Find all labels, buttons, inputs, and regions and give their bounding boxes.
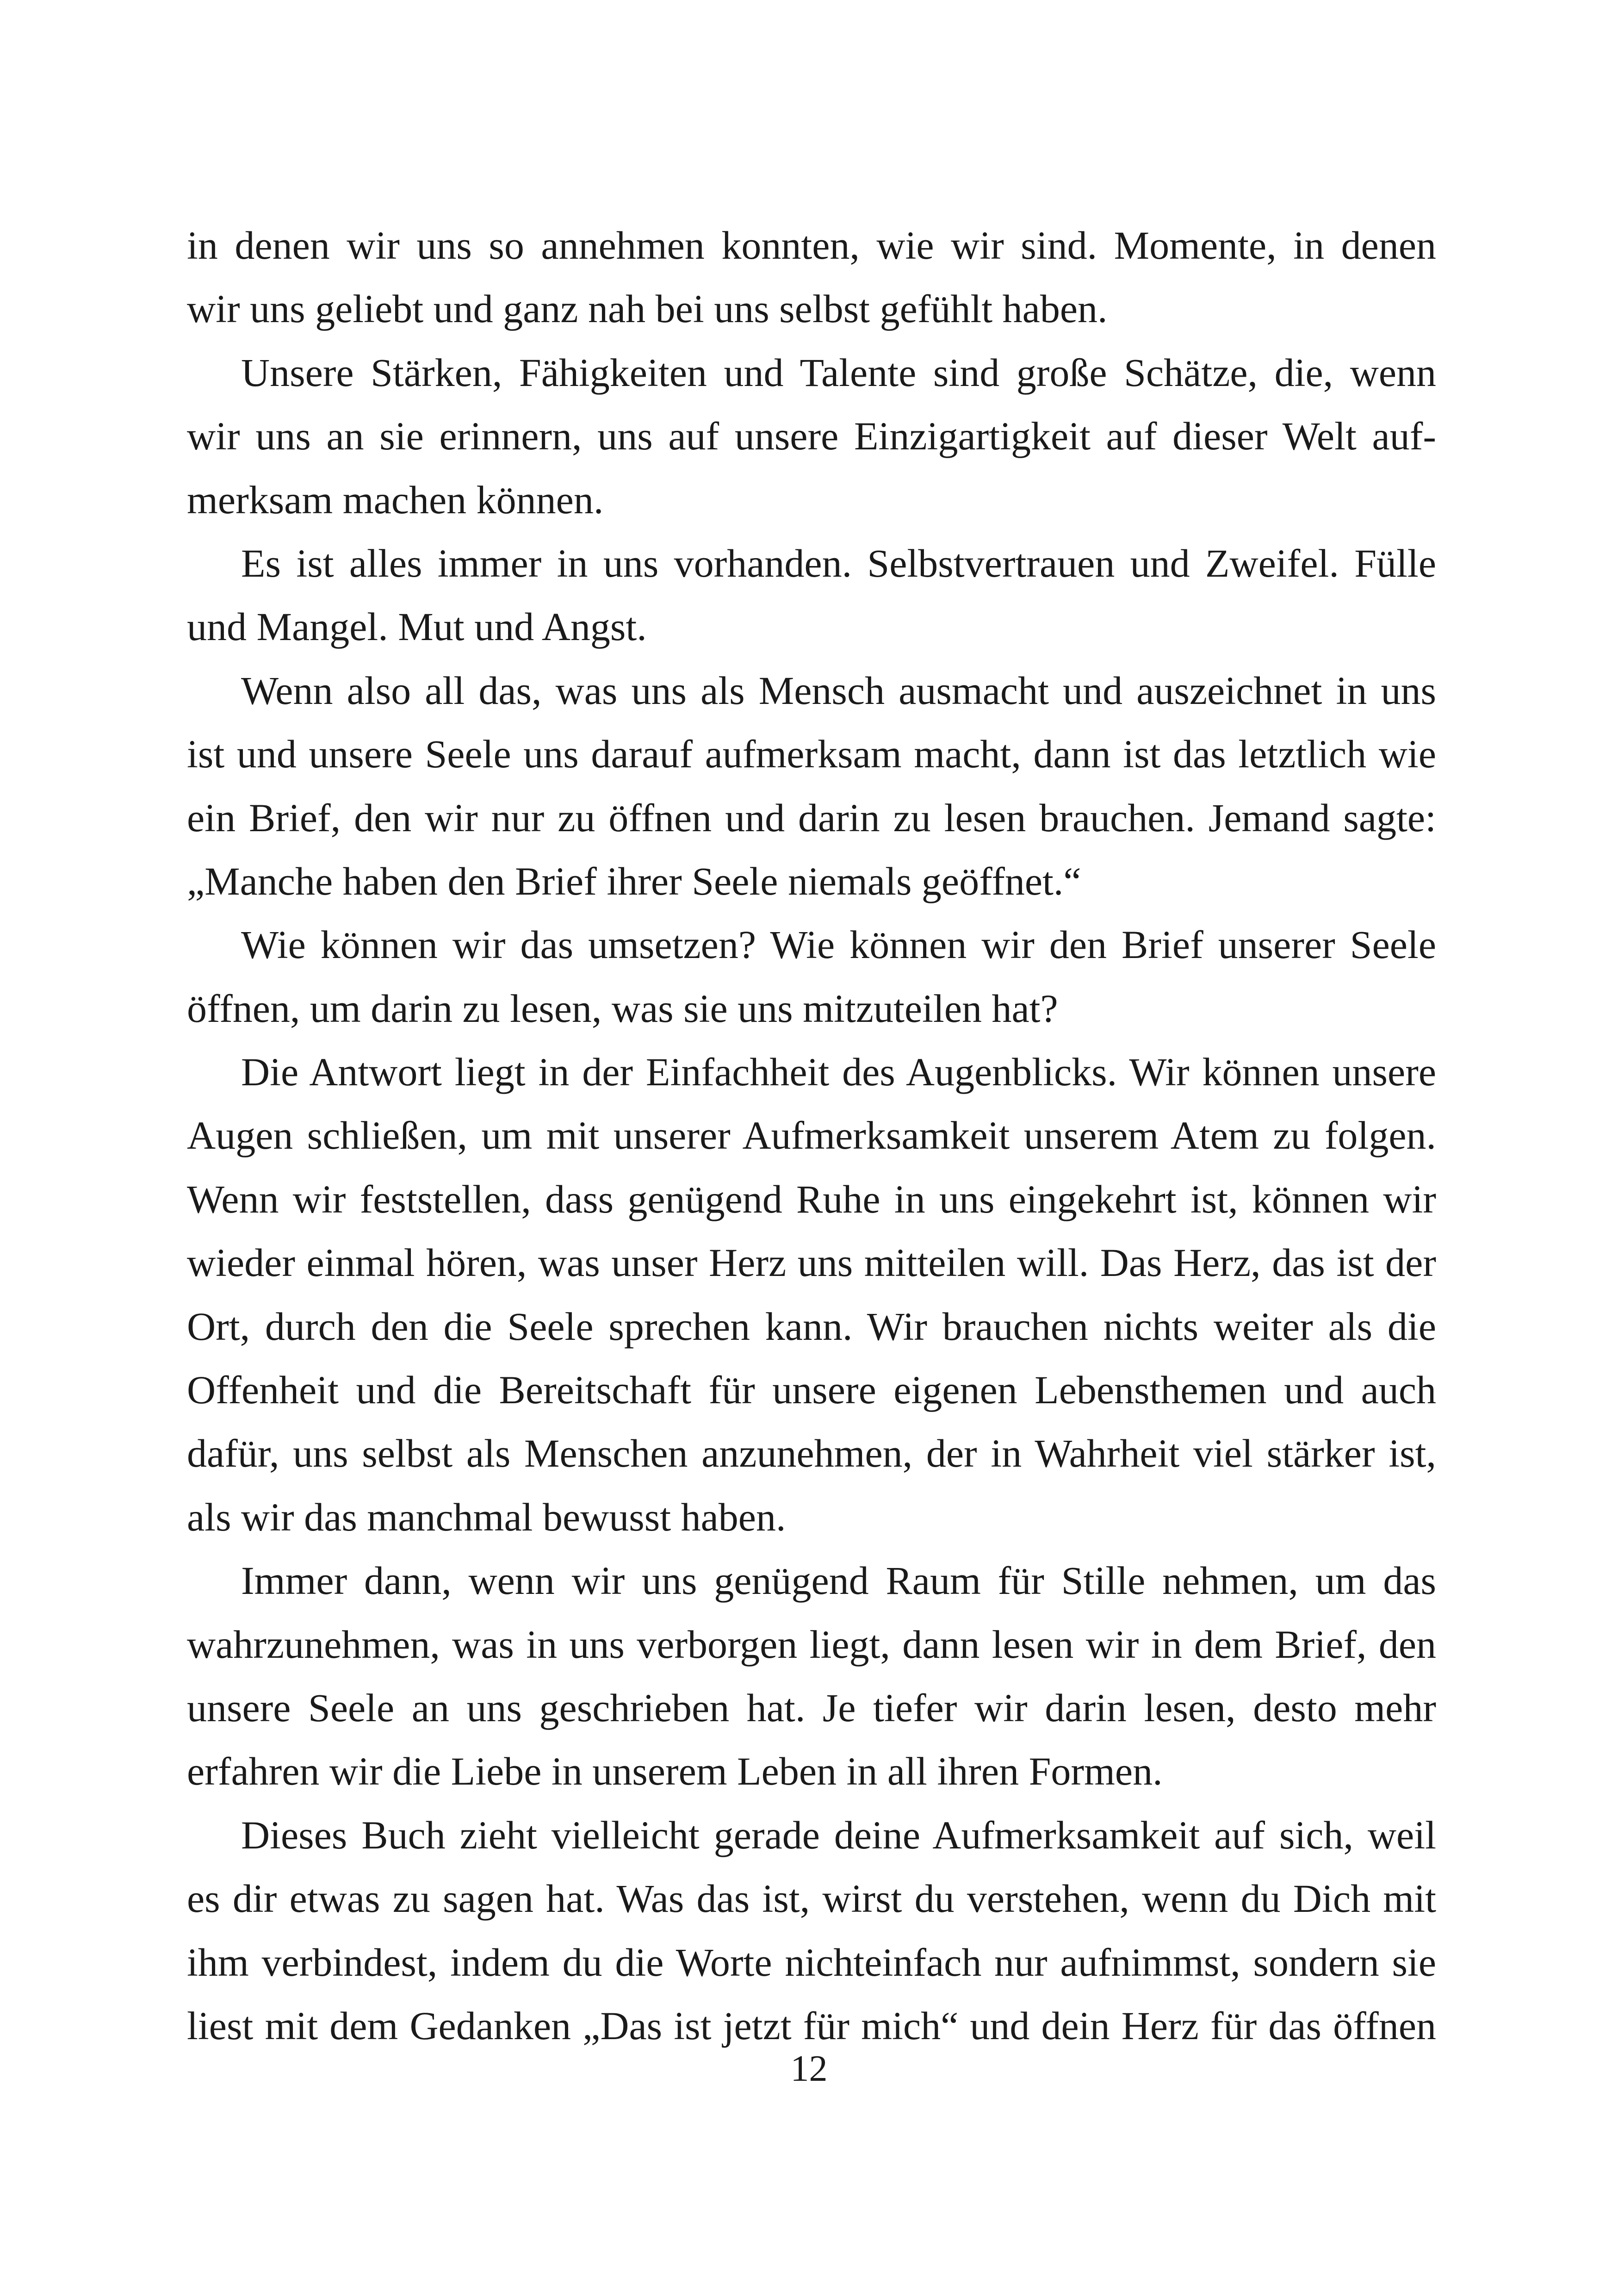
text-line: Augen schließen, um mit unserer Aufmerksamkeit unserem Atem zu folgen.: [187, 1113, 1436, 1158]
page-number: 12: [790, 2048, 828, 2089]
text-line: es dir etwas zu sagen hat. Was das ist, wirst du verstehen, wenn du Dich mit: [187, 1876, 1436, 1921]
text-line: Unsere Stärken, Fähigkeiten und Talente sind große Schätze, die, wenn: [241, 350, 1436, 395]
text-line: Es ist alles immer in uns vorhanden. Selbstvertrauen und Zweifel. Fülle: [241, 541, 1436, 585]
text-line: ihm verbindest, indem du die Worte nichteinfach nur aufnimmst, sondern sie: [187, 1940, 1436, 1985]
text-line: Immer dann, wenn wir uns genügend Raum für Stille nehmen, um das: [241, 1558, 1436, 1603]
text-line: und Mangel. Mut und Angst.: [187, 604, 647, 649]
text-line: erfahren wir die Liebe in unserem Leben in all ihren Formen.: [187, 1749, 1163, 1794]
text-line: ist und unsere Seele uns darauf aufmerksam macht, dann ist das letztlich wie: [187, 732, 1436, 777]
text-line: wahrzunehmen, was in uns verborgen liegt, dann lesen wir in dem Brief, den: [187, 1622, 1436, 1667]
text-line: Wie können wir das umsetzen? Wie können wir den Brief unserer Seele: [241, 922, 1436, 967]
text-line: Dieses Buch zieht vielleicht gerade deine Aufmerksamkeit auf sich, weil: [241, 1812, 1436, 1857]
text-line: Offenheit und die Bereitschaft für unsere eigenen Lebensthemen und auch: [187, 1368, 1436, 1412]
text-line: wieder einmal hören, was unser Herz uns mitteilen will. Das Herz, das ist der: [187, 1240, 1436, 1285]
text-line: liest mit dem Gedanken „Das ist jetzt für mich“ und dein Herz für das öffnen: [187, 2003, 1436, 2048]
text-line: in denen wir uns so annehmen konnten, wie wir sind. Momente, in denen: [187, 223, 1436, 268]
text-line: merksam machen können.: [187, 477, 604, 522]
text-line: Ort, durch den die Seele sprechen kann. Wir brauchen nichts weiter als die: [187, 1304, 1436, 1349]
text-line: als wir das manchmal bewusst haben.: [187, 1494, 786, 1539]
text-line: Wenn also all das, was uns als Mensch ausmacht und auszeichnet in uns: [241, 668, 1436, 713]
text-line: „Manche haben den Brief ihrer Seele niemals geöffnet.“: [187, 859, 1081, 903]
text-line: wir uns geliebt und ganz nah bei uns selbst gefühlt haben.: [187, 286, 1108, 331]
text-line: Wenn wir feststellen, dass genügend Ruhe in uns eingekehrt ist, können wir: [187, 1176, 1436, 1221]
text-line: ein Brief, den wir nur zu öffnen und darin zu lesen brauchen. Jemand sagte:: [187, 795, 1436, 840]
text-line: dafür, uns selbst als Menschen anzunehmen, der in Wahrheit viel stärker ist,: [187, 1431, 1436, 1476]
text-line: unsere Seele an uns geschrieben hat. Je tiefer wir darin lesen, desto mehr: [187, 1685, 1436, 1730]
body-text: [187, 214, 1436, 2058]
text-line: wir uns an sie erinnern, uns auf unsere Einzigartigkeit auf dieser Welt auf-: [187, 414, 1436, 459]
text-line: öffnen, um darin zu lesen, was sie uns mitzuteilen hat?: [187, 986, 1058, 1031]
text-line: Die Antwort liegt in der Einfachheit des Augenblicks. Wir können unsere: [241, 1050, 1436, 1095]
